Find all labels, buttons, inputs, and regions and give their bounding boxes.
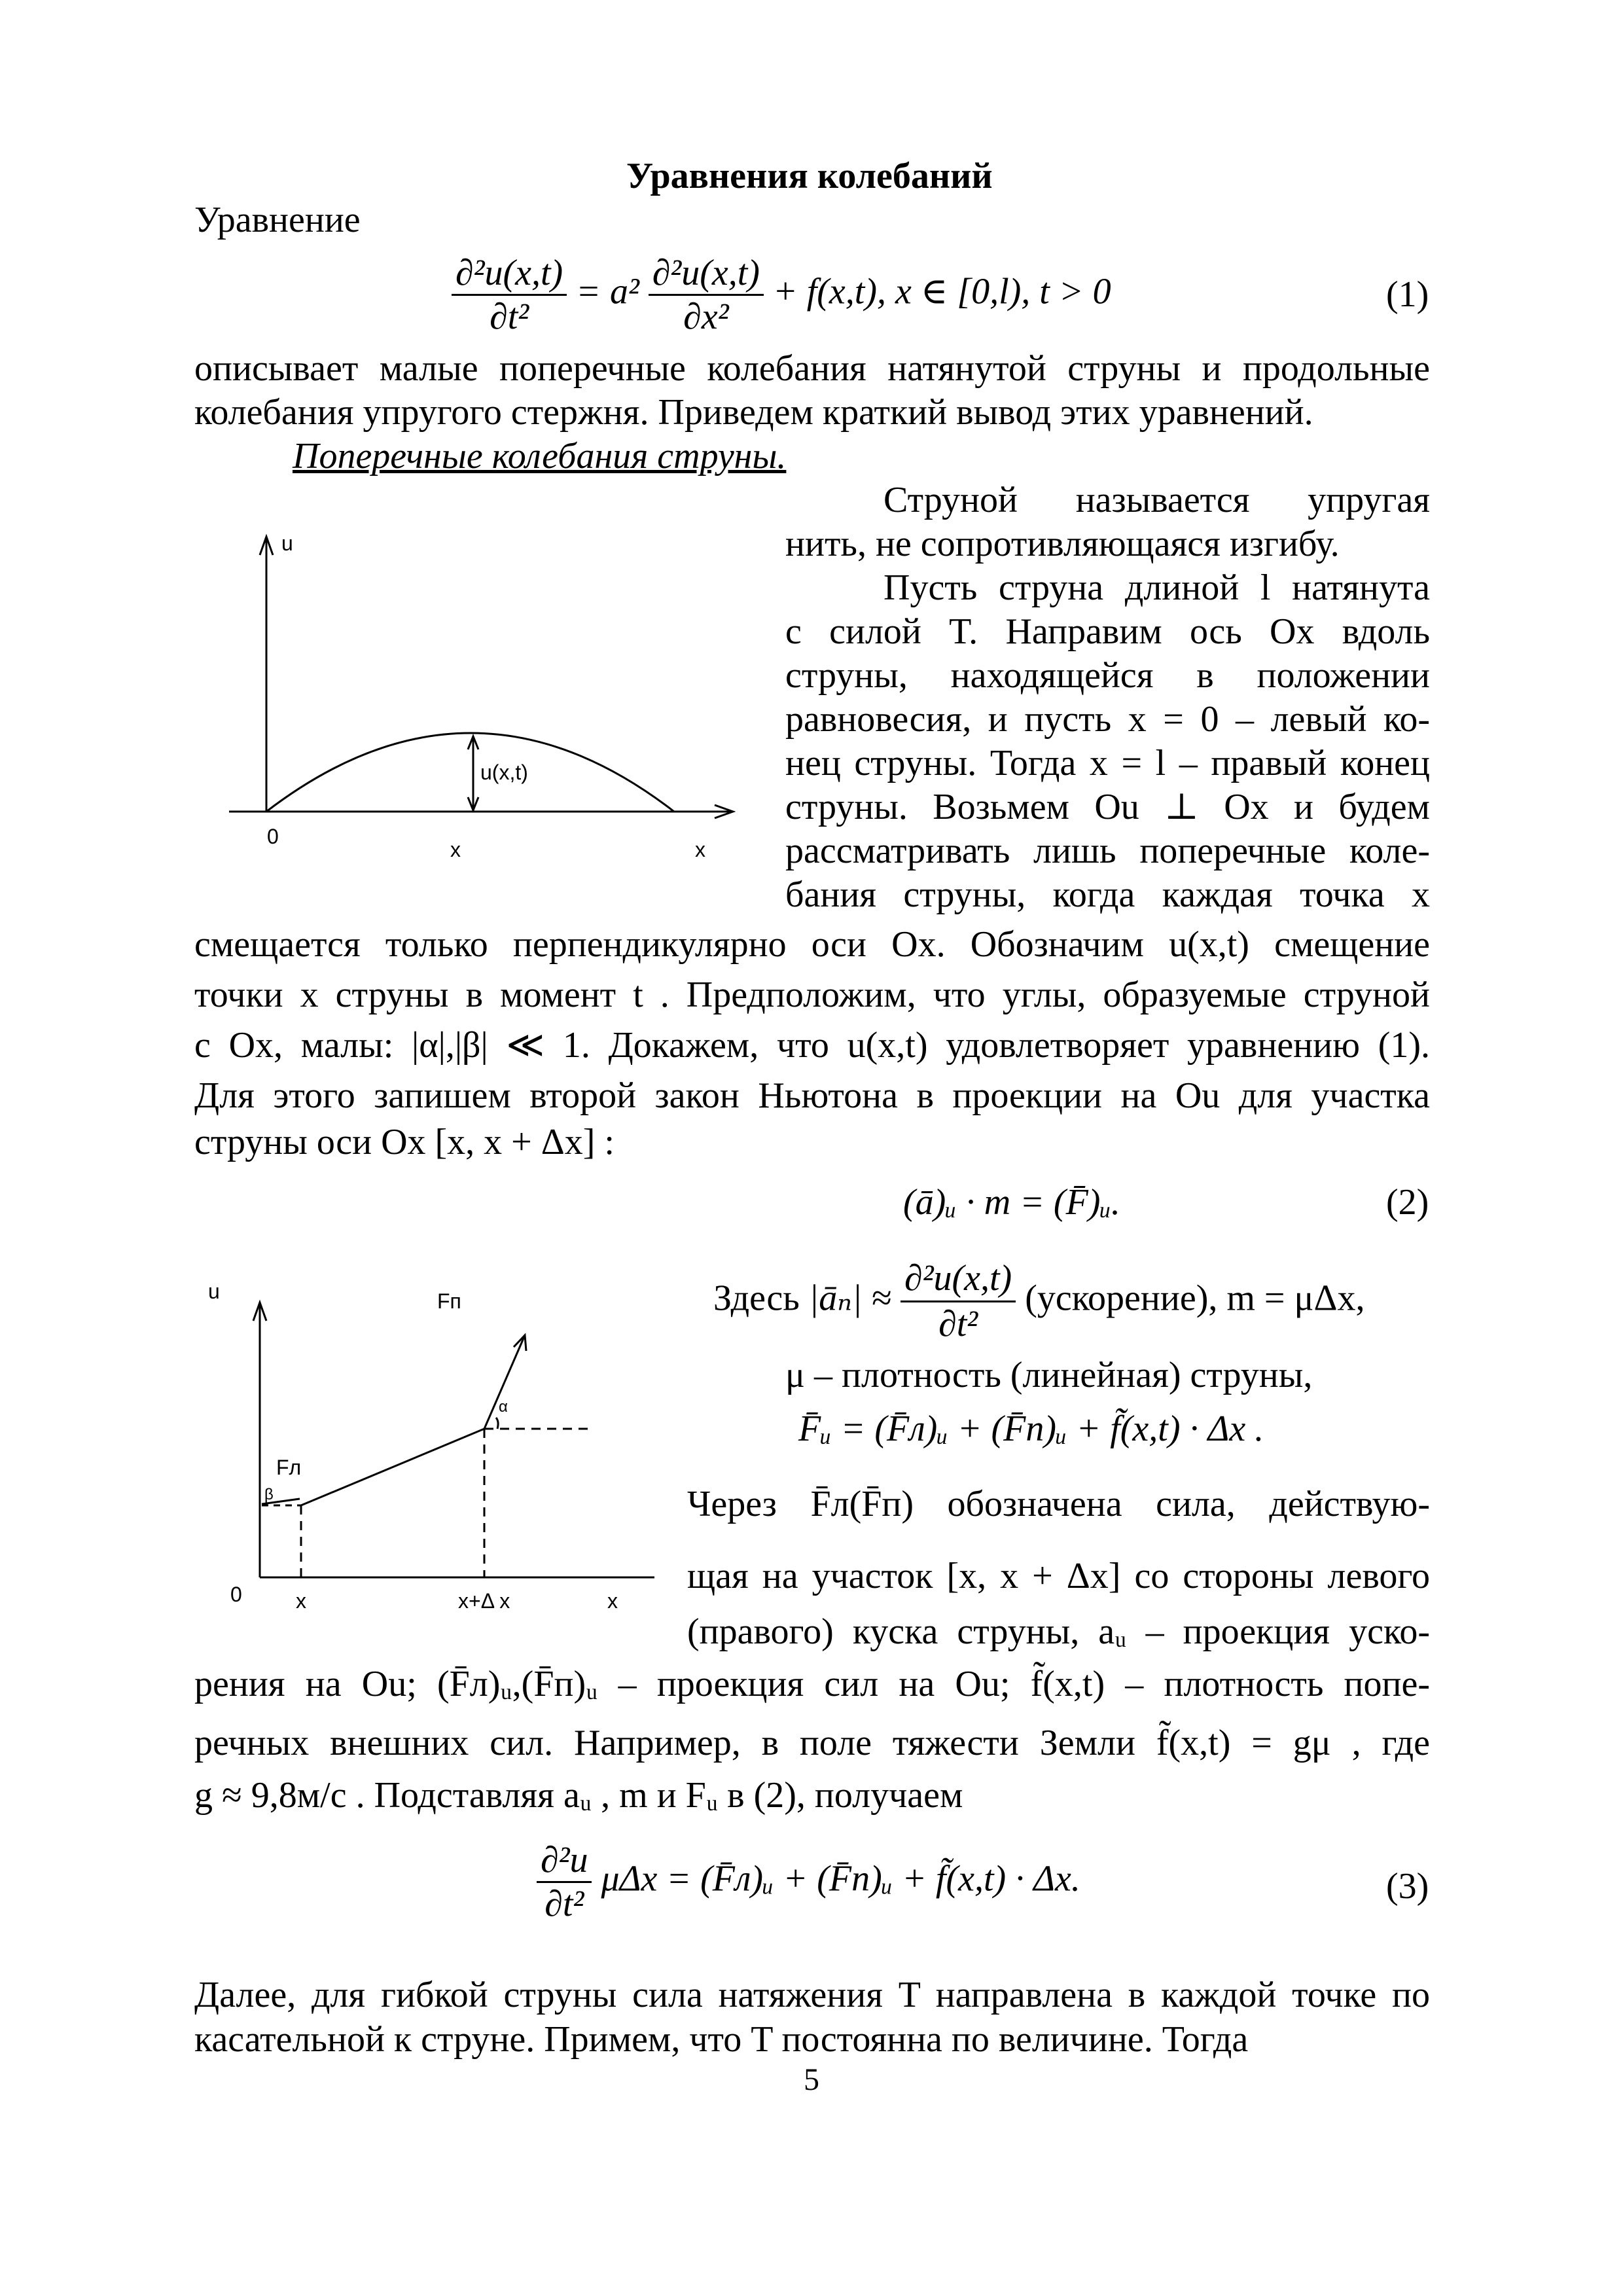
fig2-fp-label: Fп — [437, 1289, 461, 1313]
fig2-string-segment — [301, 1429, 484, 1505]
para2-line2: точки x струны в момент t . Предположим, что углы, образуемые струной — [194, 975, 1430, 1015]
rc-line10: бания струны, когда каждая точка x — [785, 874, 1430, 915]
para4-line1: Далее, для гибкой струны сила натяжения T направлена в каждой точке по — [194, 1975, 1430, 2015]
para4-line2: касательной к струне. Примем, что T постоянна по величине. Тогда — [194, 2019, 1249, 2060]
equation-3 — [537, 1839, 1080, 1925]
here-frac-den: ∂t² — [938, 1304, 978, 1344]
rc-line4: с силой T. Направим ось Ox вдоль — [785, 611, 1430, 652]
fig1-zero-label: 0 — [267, 825, 279, 848]
eq1-tail: + f(x,t), x ∈ [0,l), t > 0 — [772, 271, 1111, 312]
eq1-rhs-den: ∂x² — [683, 296, 729, 337]
equation-2: (ā)ᵤ · m = (F̄)ᵤ. — [903, 1182, 1120, 1223]
eq1-lhs-num: ∂²u(x,t) — [452, 252, 567, 296]
eq1-lhs-den: ∂t² — [490, 296, 529, 337]
para2-line5: струны оси Ox [x, x + Δx] : — [194, 1122, 615, 1162]
fig2-zero-label: 0 — [230, 1583, 242, 1606]
para1-line2: колебания упругого стержня. Приведем краткий вывод этих уравнений. — [194, 392, 1313, 433]
para2-line1: смещается только перпендикулярно оси Ox. Обозначим u(x,t) смещение — [194, 924, 1430, 965]
para2-line3: с Ox, малы: |α|,|β| ≪ 1. Докажем, что u(x,t) удовлетворяет уравнению (1). — [194, 1025, 1430, 1066]
here-word: Здесь — [713, 1278, 800, 1319]
rc-line7: нец струны. Тогда x = l – правый конец — [785, 743, 1430, 783]
rc2-line3: (правого) куска струны, aᵤ – проекция уско- — [687, 1611, 1430, 1652]
rc-line2: нить, не сопротивляющаяся изгибу. — [785, 524, 1340, 564]
para2-line4: Для этого запишем второй закон Ньютона в проекции на Ou для участка — [194, 1075, 1430, 1116]
fig2-beta-label: β — [264, 1486, 274, 1503]
eq3-rest: μΔx = (F̄л)ᵤ + (F̄п)ᵤ + f̃(x,t) · Δx. — [601, 1858, 1080, 1899]
rc-line5: струны, находящейся в положении — [785, 655, 1430, 696]
fig2-alpha-arc — [496, 1418, 498, 1429]
page-title: Уравнения колебаний — [626, 156, 993, 196]
eq1-rhs-num: ∂²u(x,t) — [649, 252, 764, 296]
fig2-x1-label: x — [296, 1589, 306, 1613]
eq3-frac-num: ∂²u — [537, 1839, 592, 1883]
here-line1 — [713, 1257, 1365, 1346]
here-frac-num: ∂²u(x,t) — [901, 1257, 1016, 1302]
eq1-mid: = a² — [576, 271, 639, 312]
rc-line3: Пусть струна длиной l натянута — [883, 567, 1430, 608]
para1-line1: описывает малые поперечные колебания натянутой струны и продольные — [194, 348, 1430, 389]
rc-line8: струны. Возьмем Ou ⊥ Ox и будем — [785, 787, 1430, 827]
para3-line3: g ≈ 9,8м/c . Подставляя aᵤ , m и Fᵤ в (2), получаем — [194, 1775, 963, 1816]
fig1-x-end-label: x — [695, 838, 705, 861]
string-displacement-figure — [223, 524, 746, 877]
fig1-x-mid-label: x — [450, 838, 461, 861]
eq1-number: (1) — [1386, 274, 1429, 315]
eq3-frac-den: ∂t² — [544, 1884, 584, 1924]
fig2-u-label: u — [208, 1280, 220, 1303]
here-line2: μ – плотность (линейная) струны, — [785, 1355, 1313, 1395]
rc2-line1: Через F̄л(F̄п) обозначена сила, действую- — [687, 1484, 1430, 1524]
here-line3: F̄ᵤ = (F̄л)ᵤ + (F̄п)ᵤ + f̃(x,t) · Δx . — [798, 1408, 1264, 1449]
fig2-x2-label: x+Δ x — [458, 1589, 510, 1613]
rc-line9: рассматривать лишь поперечные коле- — [785, 831, 1430, 871]
here-after: (ускорение), m = μΔx, — [1025, 1278, 1365, 1319]
here-abs-a: |āₙ| ≈ — [808, 1278, 892, 1319]
rc2-line2: щая на участок [x, x + Δx] со стороны левого — [687, 1556, 1430, 1596]
fig1-uxt-label: u(x,t) — [480, 761, 528, 784]
rc-line6: равновесия, и пусть x = 0 – левый ко- — [785, 699, 1430, 740]
fig2-x3-label: x — [607, 1589, 618, 1613]
page-number: 5 — [804, 2062, 819, 2097]
intro-word: Уравнение — [194, 200, 361, 240]
fig2-alpha-label: α — [499, 1398, 508, 1416]
equation-1 — [452, 252, 1111, 338]
fig1-u-label: u — [281, 531, 293, 555]
fig2-fl-label: Fл — [276, 1456, 302, 1479]
para3-line2: речных внешних сил. Например, в поле тяжести Земли f̃(x,t) = gμ , где — [194, 1723, 1430, 1763]
eq3-number: (3) — [1386, 1866, 1429, 1907]
section-heading: Поперечные колебания струны. — [293, 436, 787, 476]
para3-line1: рения на Ou; (F̄л)ᵤ,(F̄п)ᵤ – проекция сил на Ou; f̃(x,t) – плотность попе- — [194, 1664, 1430, 1704]
eq2-number: (2) — [1386, 1182, 1429, 1223]
rc-line1: Струной называется упругая — [883, 480, 1430, 520]
